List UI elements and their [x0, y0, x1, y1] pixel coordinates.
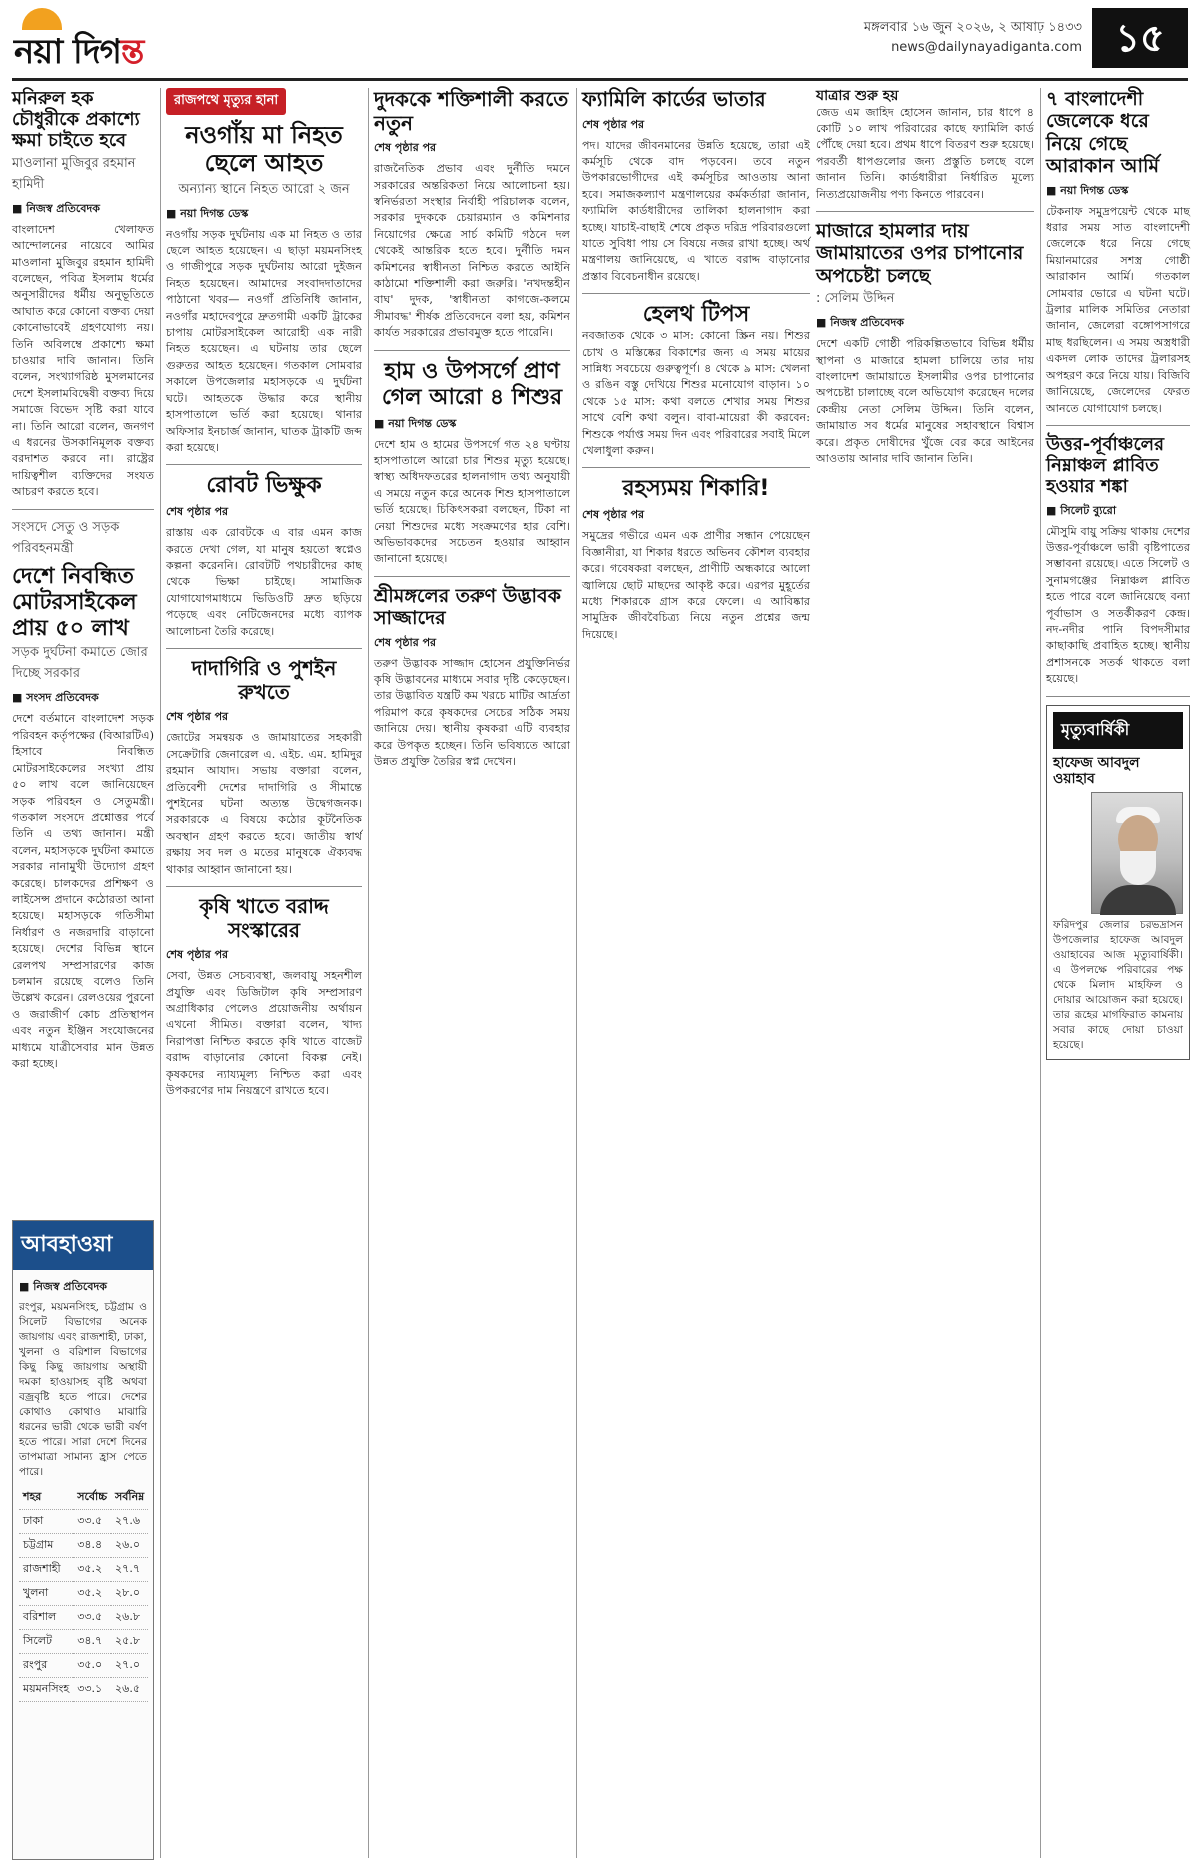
weather-cell: ৩৫.০ — [73, 1654, 111, 1678]
weather-cell: ৩৪.৭ — [73, 1630, 111, 1654]
continued-label: শেষ পৃষ্ঠার পর — [582, 508, 645, 522]
column-2 — [166, 88, 362, 1858]
continued-label: শেষ পৃষ্ঠার পর — [374, 635, 437, 649]
headline[interactable]: দাদাগিরি ও পুশইন রুখতে — [191, 656, 337, 704]
weather-cell: ২৭.৬ — [111, 1510, 148, 1534]
column-header: শহর — [19, 1486, 73, 1510]
obituary-box — [1046, 705, 1190, 1060]
divider — [582, 293, 810, 294]
divider — [816, 211, 1034, 212]
column-rule — [576, 88, 577, 1858]
weather-cell: ৩৫.২ — [73, 1558, 111, 1582]
article-body: জেড এম জাহিদ হোসেন জানান, চার ধাপে ৪ কোটি ১০ লাখ পরিবারের কাছে ফ্যামিলি কার্ড পৌঁছে দেয়া হবে। প্রথম ধাপে বিতরণ শুরু হয়েছে। পরবর্তী ধাপগুলোর জন্য প্রস্তুতি চলছে বলে জানান তিনি। কার্ডধারীরা নির্ধারিত মূল্যে নিত্যপ্রয়োজনীয় পণ্য কিনতে পারবেন। — [816, 105, 1034, 201]
weather-cell: ৩৩.১ — [73, 1678, 111, 1702]
obituary-heading: মৃত্যুবার্ষিকী — [1053, 712, 1183, 749]
article-body: তরুণ উদ্ভাবক সাজ্জাদ হোসেন প্রযুক্তিনির্ভর কৃষি উদ্ভাবনের মাধ্যমে সবার দৃষ্টি কেড়েছেন। তার উদ্ভাবিত যন্ত্রটি কম খরচে মাটির আর্দ্রতা পরিমাপ করে কৃষকদের সেচের সঠিক সময় জানিয়ে দেয়। স্থানীয় কৃষকরা এটি ব্যবহার করে উপকৃত হচ্ছেন। তিনি ভবিষ্যতে আরো উন্নত প্রযুক্তি তৈরির স্বপ্ন দেখেন। — [374, 656, 570, 769]
page-number: ১৫ — [1092, 8, 1188, 68]
weather-cell: চট্টগ্রাম — [19, 1534, 73, 1558]
divider — [374, 576, 570, 577]
column-6 — [1046, 88, 1190, 1858]
weather-row — [19, 1678, 148, 1702]
weather-cell: বরিশাল — [19, 1606, 73, 1630]
headline[interactable]: দুদককে শক্তিশালী করতে নতুন — [374, 87, 569, 135]
weather-cell: ৩৩.৫ — [73, 1606, 111, 1630]
headline[interactable]: মাজারে হামলার দায় জামায়াতের ওপর চাপানোর অপচেষ্টা চলছে — [816, 219, 1024, 287]
weather-cell: ময়মনসিংহ — [19, 1678, 73, 1702]
weather-row — [19, 1630, 148, 1654]
subheadline: সড়ক দুর্ঘটনা কমাতে জোর দিচ্ছে সরকার — [12, 645, 148, 682]
divider — [166, 648, 362, 649]
weather-row — [19, 1606, 148, 1630]
weather-cell: ২৬.০ — [111, 1534, 148, 1558]
weather-cell: ৩৫.২ — [73, 1582, 111, 1606]
masthead — [0, 0, 1200, 84]
weather-body: রংপুর, ময়মনসিংহ, চট্টগ্রাম ও সিলেট বিভাগের অনেক জায়গায় এবং রাজশাহী, ঢাকা, খুলনা ও বরিশাল বিভাগের কিছু কিছু জায়গায় অস্থায়ী দমকা হাওয়াসহ বৃষ্টি অথবা বজ্রবৃষ্টি হতে পারে। দেশের কোথাও কোথাও মাঝারি ধরনের ভারী থেকে ভারী বর্ষণ হতে পারে। সারা দেশে দিনের তাপমাত্রা সামান্য হ্রাস পেতে পারে। — [19, 1301, 147, 1478]
article-body: সেবা, উন্নত সেচব্যবস্থা, জলবায়ু সহনশীল প্রযুক্তি এবং ডিজিটাল কৃষি সম্প্রসারণ অগ্রাধিকার পেলেও প্রয়োজনীয় অর্থায়ন এখনো সীমিত। বক্তারা বলেন, খাদ্য নিরাপত্তা নিশ্চিত করতে কৃষি খাতে বাজেট বরাদ্দ বাড়ানোর কোনো বিকল্প নেই। কৃষকদের ন্যায্যমূল্য নিশ্চিত করা এবং উপকরণের দাম নিয়ন্ত্রণে রাখতে হবে। — [166, 969, 362, 1097]
column-4 — [582, 88, 810, 1858]
article-body: নবজাতক থেকে ৩ মাস: কোনো স্ক্রিন নয়। শিশুর চোখ ও মস্তিষ্কের বিকাশের জন্য এ সময় মায়ের সান্নিধ্য সবচেয়ে গুরুত্বপূর্ণ। ৪ থেকে ৯ মাস: খেলনা ও রঙিন বস্তু দেখিয়ে শিশুর মনোযোগ বাড়ান। ১০ থেকে ১৫ মাস: কথা বলতে শেখার সময় শিশুর সাথে বেশি কথা বলুন। বাবা-মায়েরা কী করবেন: শিশুকে পর্যাপ্ত সময় দিন এবং পরিবারের সবাই মিলে খেলাধুলা করুন। — [582, 329, 810, 458]
headline[interactable]: ফ্যামিলি কার্ডের ভাতার — [582, 87, 766, 111]
byline: ■ নিজস্ব প্রতিবেদক — [19, 1280, 107, 1293]
weather-cell: খুলনা — [19, 1582, 73, 1606]
continued-label: শেষ পৃষ্ঠার পর — [166, 948, 229, 962]
headline[interactable]: হাম ও উপসর্গে প্রাণ গেল আরো ৪ শিশুর — [381, 358, 563, 410]
byline: ■ নিজস্ব প্রতিবেদক — [12, 201, 100, 215]
weather-cell: ২৭.০ — [111, 1654, 148, 1678]
column-rule — [160, 88, 161, 1858]
kicker: : সেলিম উদ্দিন — [816, 291, 895, 307]
article-body: জোটের সমন্বয়ক ও জামায়াতের সহকারী সেক্রেটারি জেনারেল এ. এইচ. এম. হামিদুর রহমান আযাদ। সভায় বক্তারা বলেন, প্রতিবেশী দেশের দাদাগিরি ও সীমান্তে পুশইনের ঘটনা অত্যন্ত উদ্বেগজনক। সরকারকে এ বিষয়ে কঠোর কূটনৈতিক অবস্থান গ্রহণ করতে হবে। জাতীয় স্বার্থ রক্ষায় সব দল ও মতের মানুষকে ঐক্যবদ্ধ থাকার আহ্বান জানানো হয়। — [166, 731, 362, 876]
weather-row — [19, 1558, 148, 1582]
table-header-row — [19, 1486, 148, 1510]
weather-title: আবহাওয়া — [13, 1221, 153, 1270]
weather-table-body — [19, 1510, 148, 1702]
weather-cell: ২৭.৭ — [111, 1558, 148, 1582]
headline[interactable]: দেশে নিবন্ধিত মোটরসাইকেল প্রায় ৫০ লাখ — [12, 563, 137, 641]
headline[interactable]: যাত্রার শুরু হয় — [816, 88, 899, 104]
weather-table — [19, 1486, 148, 1702]
headline[interactable]: রহস্যময় শিকারি! — [622, 476, 770, 502]
continued-label: শেষ পৃষ্ঠার পর — [166, 710, 229, 724]
byline: ■ নয়া দিগন্ত ডেস্ক — [374, 416, 457, 430]
divider — [582, 467, 810, 468]
continued-label: শেষ পৃষ্ঠার পর — [374, 141, 437, 155]
continued-label: শেষ পৃষ্ঠার পর — [166, 505, 229, 519]
weather-cell: ঢাকা — [19, 1510, 73, 1534]
kicker: সংসদে সেতু ও সড়ক পরিবহনমন্ত্রী — [12, 519, 120, 556]
logo-black: নয়া দিগ — [14, 32, 121, 72]
date-line: মঙ্গলবার ১৬ জুন ২০২৬, ২ আষাঢ় ১৪৩৩ — [863, 20, 1082, 35]
newspaper-logo[interactable] — [14, 26, 143, 83]
column-3 — [374, 88, 570, 1858]
weather-cell: রংপুর — [19, 1654, 73, 1678]
article-body: বাংলাদেশ খেলাফত আন্দোলনের নায়েবে আমির মাওলানা মুজিবুর রহমান হামিদী বলেছেন, পবিত্র ইসলাম ধর্মের অনুসারীদের ধর্মীয় অনুভূতিতে আঘাত করে কোনো বক্তব্য দেয়া কোনোভাবেই গ্রহণযোগ্য নয়। তিনি অবিলম্বে প্রকাশ্যে ক্ষমা চাওয়ার দাবি জানান। তিনি বলেন, সংখ্যাগরিষ্ঠ মুসলমানের দেশে ইসলামবিদ্বেষী বক্তব্য দিয়ে সমাজে বিভেদ সৃষ্টি করা যাবে না। তিনি আরো বলেন, জনগণ এ ধরনের উসকানিমূলক বক্তব্য বরদাশত করবে না। রাষ্ট্রের দায়িত্বশীল ব্যক্তিদের সংযত আচরণ করতে হবে। — [12, 222, 154, 499]
article-body: রাস্তায় এক রোবটকে এ বার এমন কাজ করতে দেখা গেল, যা মানুষ হয়তো স্বপ্নেও কল্পনা করেননি। রোবটটি পথচারীদের কাছ থেকে ভিক্ষা চাইছে। সামাজিক যোগাযোগমাধ্যমে ভিডিওটি দ্রুত ছড়িয়ে পড়েছে এবং নেটিজেনদের মধ্যে ব্যাপক আলোচনা তৈরি করেছে। — [166, 526, 362, 638]
kicker: মাওলানা মুজিবুর রহমান হামিদী — [12, 155, 136, 192]
weather-cell: রাজশাহী — [19, 1558, 73, 1582]
article-body: টেকনাফ সমুদ্রপয়েন্ট থেকে মাছ ধরার সময় সাত বাংলাদেশী জেলেকে ধরে নিয়ে গেছে মিয়ানমারের সশস্ত্র গোষ্ঠী আরাকান আর্মি। গতকাল সোমবার ভোরে এ ঘটনা ঘটে। ট্রলার মালিক সমিতির নেতারা জানান, জেলেরা বঙ্গোপসাগরে মাছ ধরছিলেন। এ সময় অস্ত্রধারী একদল লোক তাদের ট্রলারসহ অপহরণ করে নিয়ে যায়। বিজিবি জানিয়েছে, জেলেদের ফেরত আনতে যোগাযোগ চলছে। — [1046, 204, 1190, 415]
divider — [374, 350, 570, 351]
weather-row — [19, 1534, 148, 1558]
weather-row — [19, 1582, 148, 1606]
article-body: সমুদ্রের গভীরে এমন এক প্রাণীর সন্ধান পেয়েছেন বিজ্ঞানীরা, যা শিকার ধরতে অভিনব কৌশল ব্যবহার করে। গবেষকরা বলছেন, প্রাণীটি অন্ধকারে আলো জ্বালিয়ে ছোট মাছদের আকৃষ্ট করে। এরপর মুহূর্তের মধ্যে শিকারকে গ্রাস করে ফেলে। এ আবিষ্কার সামুদ্রিক জীববৈচিত্র্য নিয়ে নতুন প্রশ্নের জন্ম দিয়েছে। — [582, 529, 810, 641]
byline: ■ নিজস্ব প্রতিবেদক — [816, 316, 904, 330]
section-tag: রাজপথে মৃত্যুর হানা — [166, 88, 286, 115]
byline: ■ সিলেট ব্যুরো — [1046, 503, 1117, 517]
obituary-name: হাফেজ আবদুল ওয়াহাব — [1053, 754, 1140, 788]
divider — [166, 464, 362, 465]
weather-box — [12, 1220, 154, 1860]
logo-red: ন্ত — [120, 32, 144, 72]
headline[interactable]: শ্রীমঙ্গলের তরুণ উদ্ভাবক সাজ্জাদের — [374, 584, 561, 630]
headline[interactable]: হেলথ টিপস — [642, 302, 750, 328]
article-body: নওগাঁয় সড়ক দুর্ঘটনায় এক মা নিহত ও তার ছেলে আহত হয়েছেন। এ ছাড়া ময়মনসিংহ ও গাজীপুরে সড়ক দুর্ঘটনায় আরো দুইজন নিহত হয়েছেন। আমাদের সংবাদদাতাদের পাঠানো খবর— নওগাঁ প্রতিনিধি জানান, নওগাঁর মহাদেবপুরে দ্রুতগামী একটি ট্রাকের চাপায় মোটরসাইকেল আরোহী এক নারী নিহত হয়েছেন। এ ঘটনায় তার ছেলে গুরুতর আহত হয়েছেন। গতকাল সোমবার সকালে উপজেলার মহাসড়কে এ দুর্ঘটনা ঘটে। আহতকে উদ্ধার করে স্থানীয় হাসপাতালে ভর্তি করা হয়েছে। থানার অফিসার ইনচার্জ জানান, ঘাতক ট্রাকটি জব্দ করা হয়েছে। — [166, 227, 362, 454]
byline: ■ নয়া দিগন্ত ডেস্ক — [1046, 183, 1129, 197]
weather-row — [19, 1654, 148, 1678]
column-1 — [12, 88, 154, 1070]
weather-cell: ৩৩.৫ — [73, 1510, 111, 1534]
portrait-photo — [1091, 792, 1183, 914]
article-body: রাজনৈতিক প্রভাব এবং দুর্নীতি দমনে সরকারের অন্তরিকতা নিয়ে আলোচনা হয়। স্বনির্ভরতা সংস্থার নির্বাহী পরিচালক বলেন, সরকার দুদককে চেয়ারম্যান ও কমিশনার নিয়োগের ক্ষেত্রে সার্চ কমিটি গঠনে দল থেকেই আন্তরিক হতে হবে। দুর্নীতি দমন কমিশনের স্বাধীনতা নিশ্চিত করতে আইনি কাঠামো শক্তিশালী করা জরুরি। 'নখদন্তহীন বাঘ' দুদক, 'স্বাধীনতা কাগজে-কলমে সীমাবদ্ধ' শীর্ষক প্রতিবেদনে বলা হয়, কমিশন কার্যত সরকারের প্রভাবমুক্ত হতে পারেনি। — [374, 162, 570, 340]
weather-cell: ২৬.৫ — [111, 1678, 148, 1702]
divider — [1046, 696, 1190, 697]
column-rule — [368, 88, 369, 1858]
article-body: পদ। যাদের জীবনমানের উন্নতি হয়েছে, তারা এই কর্মসূচি থেকে বাদ পড়বেন। তবে নতুন উপকারভোগীদের এই কর্মসূচির আওতায় আনা হবে। সমাজকল্যাণ মন্ত্রণালয়ের কর্মকর্তারা জানান, ফ্যামিলি কার্ডধারীদের তালিকা হালনাগাদ করা হচ্ছে। যাচাই-বাছাই শেষে প্রকৃত দরিদ্র পরিবারগুলো যাতে সুবিধা পায় সে বিষয়ে নজর রাখা হচ্ছে। অর্থ মন্ত্রণালয় জানিয়েছে, এ খাতে বরাদ্দ বাড়ানোর প্রস্তাব বিবেচনাধীন রয়েছে। — [582, 138, 810, 283]
headline[interactable]: রোবট ভিক্ষুক — [206, 473, 322, 499]
masthead-rule — [12, 78, 1188, 81]
article-body: মৌসুমি বায়ু সক্রিয় থাকায় দেশের উত্তর-পূর্বাঞ্চলে ভারী বৃষ্টিপাতের সম্ভাবনা রয়েছে। এতে সিলেট ও সুনামগঞ্জের নিম্নাঞ্চল প্লাবিত হতে পারে বলে জানিয়েছে বন্যা পূর্বাভাস ও সতর্কীকরণ কেন্দ্র। নদ-নদীর পানি বিপদসীমার কাছাকাছি প্রবাহিত হচ্ছে। স্থানীয় প্রশাসনকে সতর্ক থাকতে বলা হয়েছে। — [1046, 524, 1190, 686]
weather-cell: ২৫.৮ — [111, 1630, 148, 1654]
byline: ■ সংসদ প্রতিবেদক — [12, 691, 99, 705]
column-rule — [1040, 88, 1041, 1858]
continued-label: শেষ পৃষ্ঠার পর — [582, 117, 645, 131]
weather-cell: ৩৪.৪ — [73, 1534, 111, 1558]
article-body: দেশে হাম ও হামের উপসর্গে গত ২৪ ঘণ্টায় হাসপাতালে আরো চার শিশুর মৃত্যু হয়েছে। স্বাস্থ্য অধিদফতরের হালনাগাদ তথ্য অনুযায়ী এ সময়ে নতুন করে অনেক শিশু হাসপাতালে ভর্তি হয়েছে। চিকিৎসকরা বলছেন, টিকা না নেয়া শিশুদের মধ্যে সংক্রমণের হার বেশি। অভিভাবকদের সচেতন হওয়ার আহ্বান জানানো হয়েছে। — [374, 437, 570, 566]
subheadline: অন্যান্য স্থানে নিহত আরো ২ জন — [178, 181, 350, 197]
column-header: সর্বনিম্ন — [111, 1486, 148, 1510]
column-5 — [816, 88, 1034, 1858]
headline[interactable]: ৭ বাংলাদেশী জেলেকে ধরে নিয়ে গেছে আরাকান আর্মি — [1046, 88, 1160, 178]
divider — [166, 886, 362, 887]
article-body: দেশে একটি গোষ্ঠী পরিকল্পিতভাবে বিভিন্ন ধর্মীয় স্থাপনা ও মাজারে হামলা চালিয়ে তার দায় বাংলাদেশ জামায়াতে ইসলামীর ওপর চাপানোর অপচেষ্টা চালাচ্ছে বলে অভিযোগ করেছেন দলের কেন্দ্রীয় নেতা সেলিম উদ্দিন। তিনি বলেন, জামায়াত সব ধর্মের মানুষের সহাবস্থানে বিশ্বাস করে। প্রকৃত দোষীদের খুঁজে বের করে আইনের আওতায় আনার দাবি জানান তিনি। — [816, 337, 1034, 466]
divider — [12, 509, 154, 510]
article-body: দেশে বর্তমানে বাংলাদেশ সড়ক পরিবহন কর্তৃপক্ষের (বিআরটিএ) হিসাবে নিবন্ধিত মোটরসাইকেলের সংখ্যা প্রায় ৫০ লাখ বলে জানিয়েছেন সড়ক পরিবহন ও সেতুমন্ত্রী। গতকাল সংসদে প্রশ্নোত্তর পর্বে তিনি এ তথ্য জানান। মন্ত্রী বলেন, মহাসড়কে দুর্ঘটনা কমাতে সরকার নানামুখী উদ্যোগ গ্রহণ করেছে। চালকদের প্রশিক্ষণ ও লাইসেন্স প্রদানে কঠোরতা আনা হয়েছে। মহাসড়কে গতিসীমা নির্ধারণ ও নজরদারি বাড়ানো হয়েছে। দেশের বিভিন্ন স্থানে রেলপথ সম্প্রসারণের কাজ চলমান রয়েছে বলেও তিনি উল্লেখ করেন। রেলওয়ের পুরনো ও জরাজীর্ণ কোচ প্রতিস্থাপন এবং নতুন ইঞ্জিন সংযোজনের মাধ্যমে যাত্রীসেবার মান উন্নত করা হচ্ছে। — [12, 712, 154, 1070]
header-meta — [864, 18, 1082, 58]
headline[interactable]: নওগাঁয় মা নিহত ছেলে আহত — [185, 121, 343, 178]
weather-cell: সিলেট — [19, 1630, 73, 1654]
byline: ■ নয়া দিগন্ত ডেস্ক — [166, 206, 249, 220]
column-header: সর্বোচ্চ — [73, 1486, 111, 1510]
obituary-body: ফরিদপুর জেলার চরভদ্রাসন উপজেলার হাফেজ আবদুল ওয়াহাবের আজ মৃত্যুবার্ষিকী। এ উপলক্ষে পরিবারের পক্ষ থেকে মিলাদ মাহফিল ও দোয়ার আয়োজন করা হয়েছে। তার রূহের মাগফিরাত কামনায় সবার কাছে দোয়া চাওয়া হয়েছে। — [1053, 918, 1183, 1051]
weather-row — [19, 1510, 148, 1534]
weather-cell: ২৬.৮ — [111, 1606, 148, 1630]
headline[interactable]: উত্তর-পূর্বাঞ্চলের নিম্নাঞ্চল প্লাবিত হওয়ার শঙ্কা — [1046, 433, 1164, 498]
headline[interactable]: মনিরুল হক চৌধুরীকে প্রকাশ্যে ক্ষমা চাইতে হবে — [12, 88, 140, 152]
divider — [1046, 425, 1190, 426]
email-link[interactable]: news@dailynayadiganta.com — [891, 40, 1082, 55]
headline[interactable]: কৃষি খাতে বরাদ্দ সংস্কারের — [199, 893, 329, 942]
weather-cell: ২৮.০ — [111, 1582, 148, 1606]
